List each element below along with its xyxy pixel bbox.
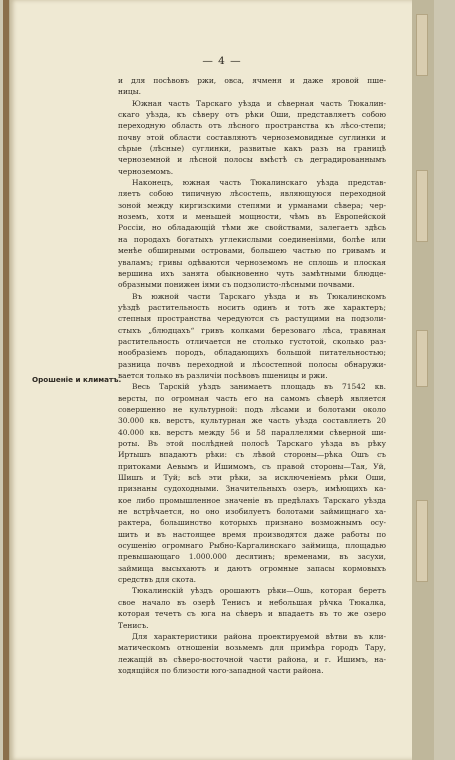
text-line: Весь Тарскій уѣздъ занимаетъ площадь въ 71542 кв.	[132, 382, 386, 392]
page-number: — 4 —	[202, 55, 242, 67]
text-line: роты. Въ этой послѣдней полосѣ Тарскаго уѣзда въ рѣку	[118, 439, 386, 448]
text-line: Тюкалинскій уѣздъ орошаютъ рѣки—Ошь, которая беретъ	[132, 586, 386, 596]
text-line: и для посѣвовъ ржи, овса, ячменя и даже яровой пше-	[118, 76, 386, 85]
text-line: разница почвъ переходной и лѣсостепной полосы обнаружи-	[118, 359, 386, 369]
text-line: Тенисъ.	[118, 620, 149, 630]
text-line: лежащій въ сѣверо-восточной части района, и г. Ишимъ, на-	[118, 654, 386, 664]
text-line: зоной между киргизскими степями и урманами сѣвера; чер-	[118, 200, 386, 210]
text-line: ницы.	[118, 87, 141, 97]
text-line: на породахъ богатыхъ углекислыми соединеніями, болѣе или	[118, 234, 386, 244]
text-line: превышающаго 1.000.000 десятинъ; временами, въ засухи,	[118, 552, 386, 562]
text-line: образными понижен іями съ подзолисто-лѣсными почвами.	[118, 280, 355, 290]
page-tab	[416, 330, 428, 387]
text-line: уѣздѣ растительность носитъ одинъ и тотъ же характеръ;	[118, 302, 386, 312]
text-line: ляетъ собою типичную лѣсостепь, являющуюся переходной	[118, 189, 386, 199]
text-line: переходную область отъ лѣсного пространства къ лѣсо-степи;	[118, 121, 386, 131]
text-line: Шишъ и Туй; всѣ эти рѣки, за исключеніемъ рѣки Оши,	[118, 473, 386, 483]
text-line: совершенно не культурной: подъ лѣсами и болотами около	[118, 404, 386, 414]
text-line: вершина ихъ занята обыкновенно чуть замѣтными блюдце-	[118, 268, 386, 278]
text-line: степныя пространства чередуются съ растущими на подзоли-	[118, 314, 386, 324]
page-tab	[416, 170, 428, 242]
text-line: сѣрые (лѣсные) суглинки, развитые какъ разъ на границѣ	[118, 144, 386, 154]
text-line: не встрѣчается, но оно изобилуетъ болотами займищнаго ха-	[118, 507, 386, 517]
text-line: признаны судоходными. Значительныхъ озеръ, имѣющихъ ка-	[118, 484, 386, 494]
body-text	[118, 75, 386, 676]
text-line: стыхъ „блюдцахъ“ гривъ колками березоваго лѣса, травяная	[118, 325, 386, 335]
text-line: почву этой области составляютъ черноземовидные суглинки и	[118, 132, 386, 142]
text-line: займища высыхаютъ и даютъ огромные запасы кормовыхъ	[118, 563, 386, 573]
text-line: версты, по огромная часть его на самомъ сѣверѣ является	[118, 393, 386, 403]
text-line: уваламъ; гривы одѣваются черноземомъ не сплошь и плоская	[118, 257, 386, 267]
text-line: нообразіемъ породъ, обладающихъ большой питательностью;	[118, 348, 386, 358]
text-line: рактера, большинство которыхъ признано возможнымъ осу-	[118, 518, 386, 528]
text-line: свое начало въ озерѣ Тенисъ и небольшая рѣчка Тюкалка,	[118, 597, 386, 607]
paragraph	[118, 98, 386, 177]
margin-note: Орошеніе и климатъ.	[32, 375, 122, 384]
text-line: притоками Аевымъ и Ишимомъ, съ правой стороны—Тая, Уй,	[118, 461, 386, 471]
paragraph	[118, 381, 386, 585]
text-line: черноземной и лѣсной полосы вмѣстѣ съ деградированнымъ	[118, 155, 386, 165]
text-line: Наконецъ, южная часть Тюкалинскаго уѣзда представ-	[132, 178, 386, 188]
text-line: ходящійся по близости юго-западной части района.	[118, 665, 324, 675]
paragraph	[118, 75, 386, 98]
text-line: скаго уѣзда, къ сѣверу отъ рѣки Оши, представляетъ собою	[118, 110, 386, 120]
text-line: 30.000 кв. верстъ, культурная же часть уѣзда составляетъ 20	[118, 416, 386, 426]
text-line: Для характеристики района проектируемой вѣтви въ кли-	[132, 631, 386, 641]
text-line: матическомъ отношеніи возьмемъ для примѣра городъ Тару,	[118, 643, 386, 653]
paragraph	[118, 291, 386, 382]
text-line: Южная часть Тарскаго уѣзда и сѣверная часть Тюкалин-	[132, 98, 386, 108]
text-line: Россіи, но обладающій тѣми же свойствами, залегаетъ здѣсь	[118, 223, 386, 233]
text-line: растительность отличается не столько густотой, сколько раз-	[118, 336, 386, 346]
text-line: черноземомъ.	[118, 166, 174, 176]
text-line: Въ южной части Тарскаго уѣзда и въ Тюкалинскомъ	[132, 291, 386, 301]
paragraph	[118, 631, 386, 676]
text-line: которая течетъ съ юга на сѣверъ и впадаетъ въ то же озеро	[118, 609, 386, 619]
text-line: менѣе обширными островами, большею частью по гривамъ и	[118, 246, 386, 256]
book-page	[9, 0, 434, 760]
paragraph	[118, 177, 386, 290]
text-line: ноземъ, хотя и меньшей мощности, чѣмъ въ Европейской	[118, 212, 386, 222]
text-line: вается только въ различіи посѣвовъ пшеницы и ржи.	[118, 370, 328, 380]
text-line: кое либо промышленное значеніе въ предѣлахъ Тарскаго уѣзда	[118, 495, 386, 505]
text-line: средствъ для скота.	[118, 575, 197, 585]
text-line: 40.000 кв. верстъ между 56 и 58 параллелями сѣверной ши-	[118, 427, 386, 437]
paragraph	[118, 585, 386, 630]
text-line: осушенію огромнаго Рыбно-Каргалинскаго займища, площадью	[118, 541, 386, 551]
page-tab	[416, 500, 428, 582]
text-line: шить и въ настоящее время производятся даже работы по	[118, 529, 386, 539]
text-line: Иртышъ впадаютъ рѣки: съ лѣвой стороны—рѣка Ошъ съ	[118, 450, 386, 460]
